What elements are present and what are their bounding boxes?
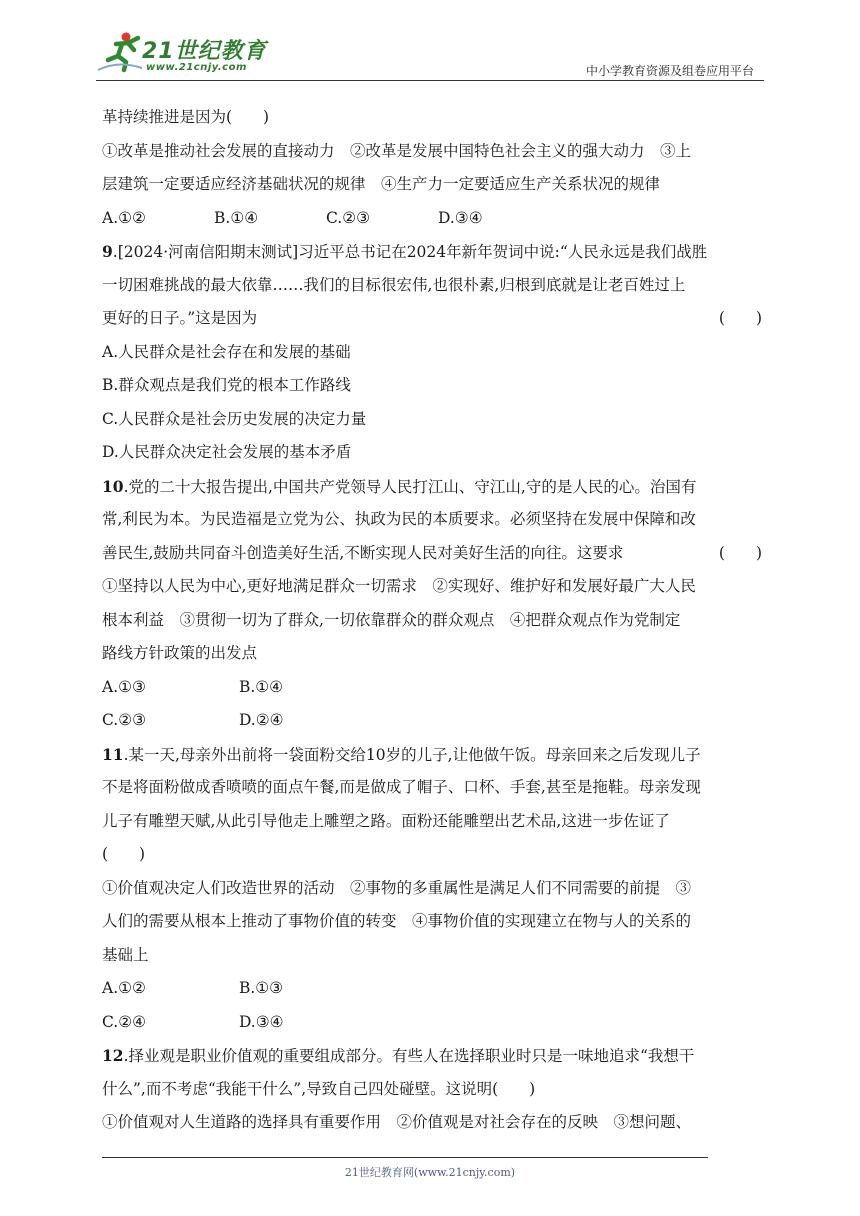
q9-stem-line: 一切困难挑战的最大依靠……我们的目标很宏伟,也很朴素,归根到底就是让老百姓过上 [102,275,686,294]
q10-choice-line: ①坚持以人民为中心,更好地满足群众一切需求 ②实现好、维护好和发展好最广大人民 [102,577,696,595]
q12-choice-line: ①价值观对人生道路的选择具有重要作用 ②价值观是对社会存在的反映 ③想问题、 [102,1113,692,1131]
logo-brand-text: 21世纪教育 [142,39,267,64]
q8-choice-line: ①改革是推动社会发展的直接动力 ②改革是发展中国特色社会主义的强大动力 ③上 [102,141,692,160]
q11-answer-blank: ( ) [102,845,146,863]
q12-number: 12 [102,1046,124,1065]
q11-option-a[interactable]: A.①② [102,979,146,997]
q10-stem-line [102,537,762,571]
q11-stem-line [102,738,762,772]
q8-choice-line: 层建筑一定要适应经济基础状况的规律 ④生产力一定要适应生产关系状况的规律 [102,175,661,193]
q11-option-b[interactable]: B.①③ [238,979,284,997]
q8-option-b[interactable]: B.①④ [214,208,259,227]
q9-text: .[2024·河南信阳期末测试]习近平总书记在2024年新年贺词中说:“人民永远是我们战胜 [112,243,708,261]
q9-option-a[interactable]: A.人民群众是社会存在和发展的基础 [102,342,351,361]
header-tagline: 中小学教育资源及组卷应用平台 [585,64,754,78]
page-header [0,0,860,82]
q9-answer-blank: ( ) [718,309,762,327]
logo-url-text: www.21cnjy.com [146,62,247,73]
q10-stem-line [102,470,762,504]
q11-choice-line: ①价值观决定人们改造世界的活动 ②事物的多重属性是满足人们不同需要的前提 ③ [102,878,692,897]
q9-stem-line [102,235,762,269]
q9-number: 9 [102,242,113,261]
q10-option-d[interactable]: D.②④ [238,711,284,729]
q11-stem-line: 儿子有雕塑天赋,从此引导他走上雕塑之路。面粉还能雕塑出艺术品,这进一步佐证了 [102,811,670,830]
q9-option-c[interactable]: C.人民群众是社会历史发展的决定力量 [102,409,367,428]
q11-option-d[interactable]: D.③④ [238,1012,284,1031]
q9-option-b[interactable]: B.群众观点是我们党的根本工作路线 [102,376,351,394]
q10-stem-line: 常,利民为本。为民造福是立党为公、执政为民的本质要求。必须坚持在发展中保障和改 [102,510,696,528]
q11-text: .某一天,母亲外出前将一袋面粉交给10岁的儿子,让他做午饭。母亲回来之后发现儿子 [123,745,701,764]
q10-text: .党的二十大报告提出,中国共产党领导人民打江山、守江山,守的是人民的心。治国有 [123,477,697,496]
header-divider [96,80,764,81]
q10-answer-blank: ( ) [718,543,762,562]
q12-stem-line [102,1039,762,1073]
q11-number: 11 [102,744,124,764]
q11-option-c[interactable]: C.②④ [102,1012,147,1031]
q10-choice-line: 根本利益 ③贯彻一切为了群众,一切依靠群众的群众观点 ④把群众观点作为党制定 [102,610,681,629]
runner-logo-icon [96,30,144,74]
q11-options-row [102,1006,762,1040]
q8-option-c[interactable]: C.②③ [326,208,371,227]
q12-stem-line: 什么”,而不考虑“我能干什么”,导致自己四处碰壁。这说明( ) [102,1079,536,1098]
site-logo[interactable] [96,30,266,80]
q9-text: 更好的日子。”这是因为 [102,309,258,327]
q10-options-row [102,671,762,705]
q8-option-d[interactable]: D.③④ [438,208,483,227]
q8-stem-tail: 革持续推进是因为( ) [102,108,270,126]
footer-divider [102,1157,708,1158]
q10-option-a[interactable]: A.①③ [102,677,146,696]
q11-options-row [102,972,762,1006]
q9-option-d[interactable]: D.人民群众决定社会发展的基本矛盾 [102,443,352,461]
exam-content [102,101,762,1140]
q11-stem-line: 不是将面粉做成香喷喷的面点午餐,而是做成了帽子、口杯、手套,甚至是拖鞋。母亲发现 [102,778,701,796]
q10-number: 10 [102,476,124,496]
q9-stem-line [102,302,762,336]
q11-choice-line: 基础上 [102,945,149,964]
q12-text: .择业观是职业价值观的重要组成部分。有些人在选择职业时只是一味地追求“我想干 [123,1047,695,1065]
q10-options-row [102,704,762,738]
q8-options [102,202,762,236]
q10-option-c[interactable]: C.②③ [102,711,147,729]
q10-choice-line: 路线方针政策的出发点 [102,644,258,662]
page-footer: 21世纪教育网(www.21cnjy.com) [344,1166,516,1179]
q11-choice-line: 人们的需要从根本上推动了事物价值的转变 ④事物价值的实现建立在物与人的关系的 [102,912,692,930]
q8-option-a[interactable]: A.①② [102,208,146,227]
q10-text: 善民生,鼓励共同奋斗创造美好生活,不断实现人民对美好生活的向往。这要求 [102,543,624,562]
q10-option-b[interactable]: B.①④ [238,677,284,696]
